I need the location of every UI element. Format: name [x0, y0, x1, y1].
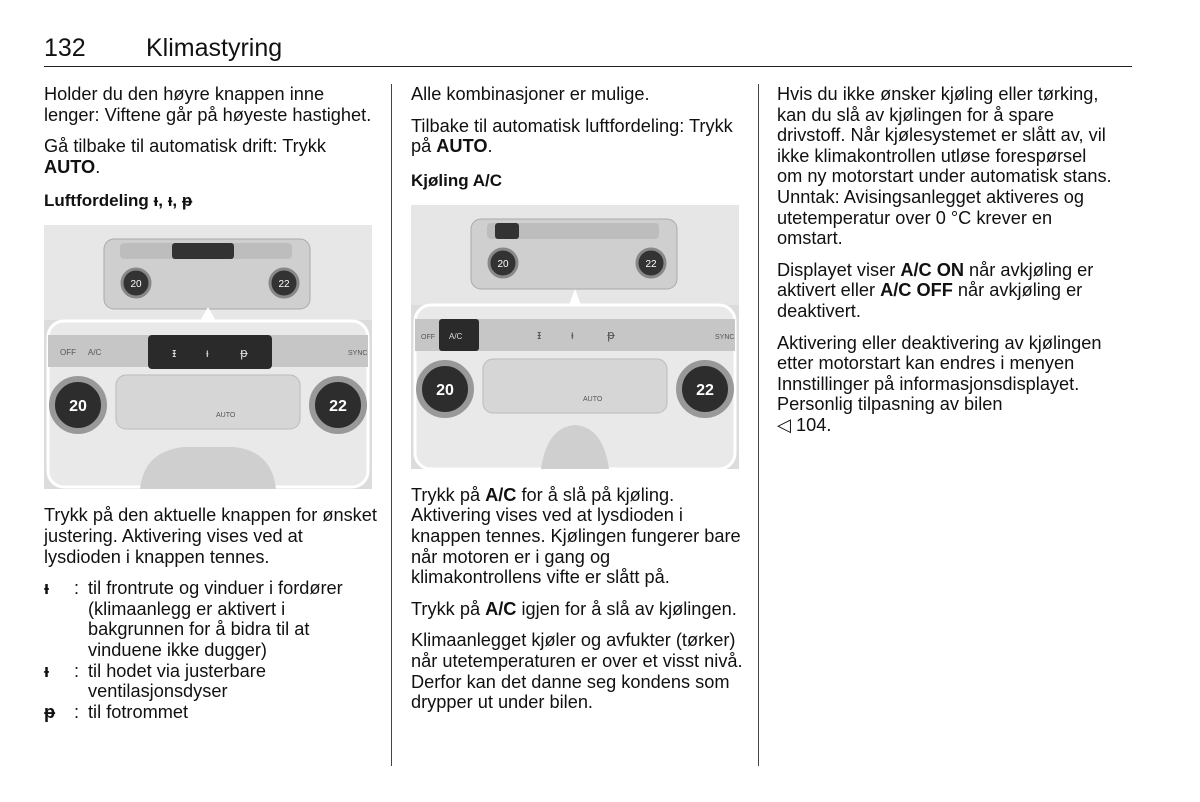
svg-text:SYNC: SYNC	[348, 350, 368, 358]
svg-text:20: 20	[130, 279, 142, 291]
svg-text:22: 22	[696, 381, 714, 399]
svg-text:22: 22	[645, 258, 657, 270]
svg-text:A/C: A/C	[88, 348, 102, 358]
climate-panel-figure	[44, 225, 372, 489]
svg-text:OFF: OFF	[60, 348, 76, 358]
paragraph: Gå tilbake til automatisk drift: Trykk AUTO.	[44, 136, 326, 177]
column-divider	[391, 84, 392, 766]
svg-text:OFF: OFF	[421, 333, 435, 341]
svg-text:20: 20	[69, 398, 87, 416]
svg-text:ᵼ: ᵼ	[206, 346, 209, 361]
paragraph: Trykk på A/C for å slå på kjøling. Aktivering vises ved at lysdioden i knappen tennes. Kjølingen fungerer bare når motoren er i gang og klimakontrollens vifte er slått på.	[411, 484, 741, 588]
definition-item: ᵼ : til hodet via justerbare ventilasjonsdyser	[44, 660, 266, 702]
paragraph: Tilbake til automatisk luftfordeling: Trykk på AUTO.	[411, 115, 733, 157]
paragraph: Trykk på A/C igjen for å slå av kjølingen.	[411, 598, 737, 619]
foot-airflow-icon: ᵽ	[44, 701, 56, 722]
svg-text:SYNC: SYNC	[715, 333, 735, 341]
svg-text:22: 22	[278, 279, 290, 291]
svg-text:AUTO: AUTO	[216, 412, 236, 420]
svg-text:20: 20	[436, 381, 454, 399]
svg-text:22: 22	[329, 398, 347, 416]
paragraph: Displayet viser A/C ON når avkjøling er aktivert eller A/C OFF når avkjøling er deaktivert.	[777, 259, 1094, 321]
section-heading-cooling: Kjøling A/C	[411, 170, 502, 190]
svg-text:ᵽ: ᵽ	[607, 327, 616, 342]
definition-item: ᵻ : til frontrute og vinduer i fordører (klimaanlegg er aktivert i bakgrunnen for å bidra til at vinduene ikke dugger)	[44, 578, 343, 660]
airflow-definitions	[44, 578, 380, 722]
svg-text:AUTO: AUTO	[583, 395, 603, 403]
paragraph: Klimaanlegget kjøler og avfukter (tørker) når utetemperaturen er over et visst nivå. Derfor kan det danne seg kondens som drypper ut under bilen.	[411, 630, 743, 713]
page-number: 132	[44, 34, 86, 62]
ac-panel-figure	[411, 205, 739, 469]
paragraph: Holder du den høyre knappen inne lenger: Viftene går på høyeste hastighet.	[44, 84, 372, 125]
svg-text:20: 20	[497, 258, 509, 270]
paragraph: Hvis du ikke ønsker kjøling eller tørking, kan du slå av kjølingen for å spare drivstoff. Når kjølesystemet er slått av, vil ikke klimakontrollen utløse forespørsel om ny motorstart under automatisk stans. Unntak: Avisingsanlegget aktiveres og utetemperatur over 0 °C krever en omstart.	[777, 84, 1112, 249]
paragraph: Alle kombinasjoner er mulige.	[411, 84, 650, 104]
svg-text:ᵼ: ᵼ	[571, 327, 574, 342]
column-3	[777, 84, 1113, 447]
svg-text:ᵻ: ᵻ	[537, 327, 542, 342]
column-2	[411, 84, 743, 724]
svg-text:A/C: A/C	[449, 331, 463, 341]
paragraph: Aktivering eller deaktivering av kjølingen etter motorstart kan endres i menyen Innstillinger på informasjonsdisplayet. Personlig tilpasning av bilen ◁ 104.	[777, 332, 1102, 435]
airflow-symbols: ᵻ, ᵼ, ᵽ	[153, 191, 193, 211]
paragraph: Trykk på den aktuelle knappen for ønsket justering. Aktivering vises ved at lysdioden i knappen tennes.	[44, 505, 377, 567]
column-divider	[758, 84, 759, 766]
definition-item: ᵽ : til fotrommet	[44, 701, 189, 722]
svg-text:ᵻ: ᵻ	[172, 346, 177, 361]
page-header	[44, 34, 1132, 67]
column-1	[44, 84, 380, 722]
windscreen-airflow-icon: ᵻ	[44, 578, 50, 599]
chapter-title: Klimastyring	[146, 34, 283, 62]
svg-text:ᵽ: ᵽ	[240, 346, 249, 361]
head-airflow-icon: ᵼ	[44, 660, 50, 681]
section-heading-air-distribution: Luftfordeling ᵻ, ᵼ, ᵽ	[44, 191, 193, 211]
page-reference-link[interactable]: ◁ 104.	[777, 414, 832, 435]
